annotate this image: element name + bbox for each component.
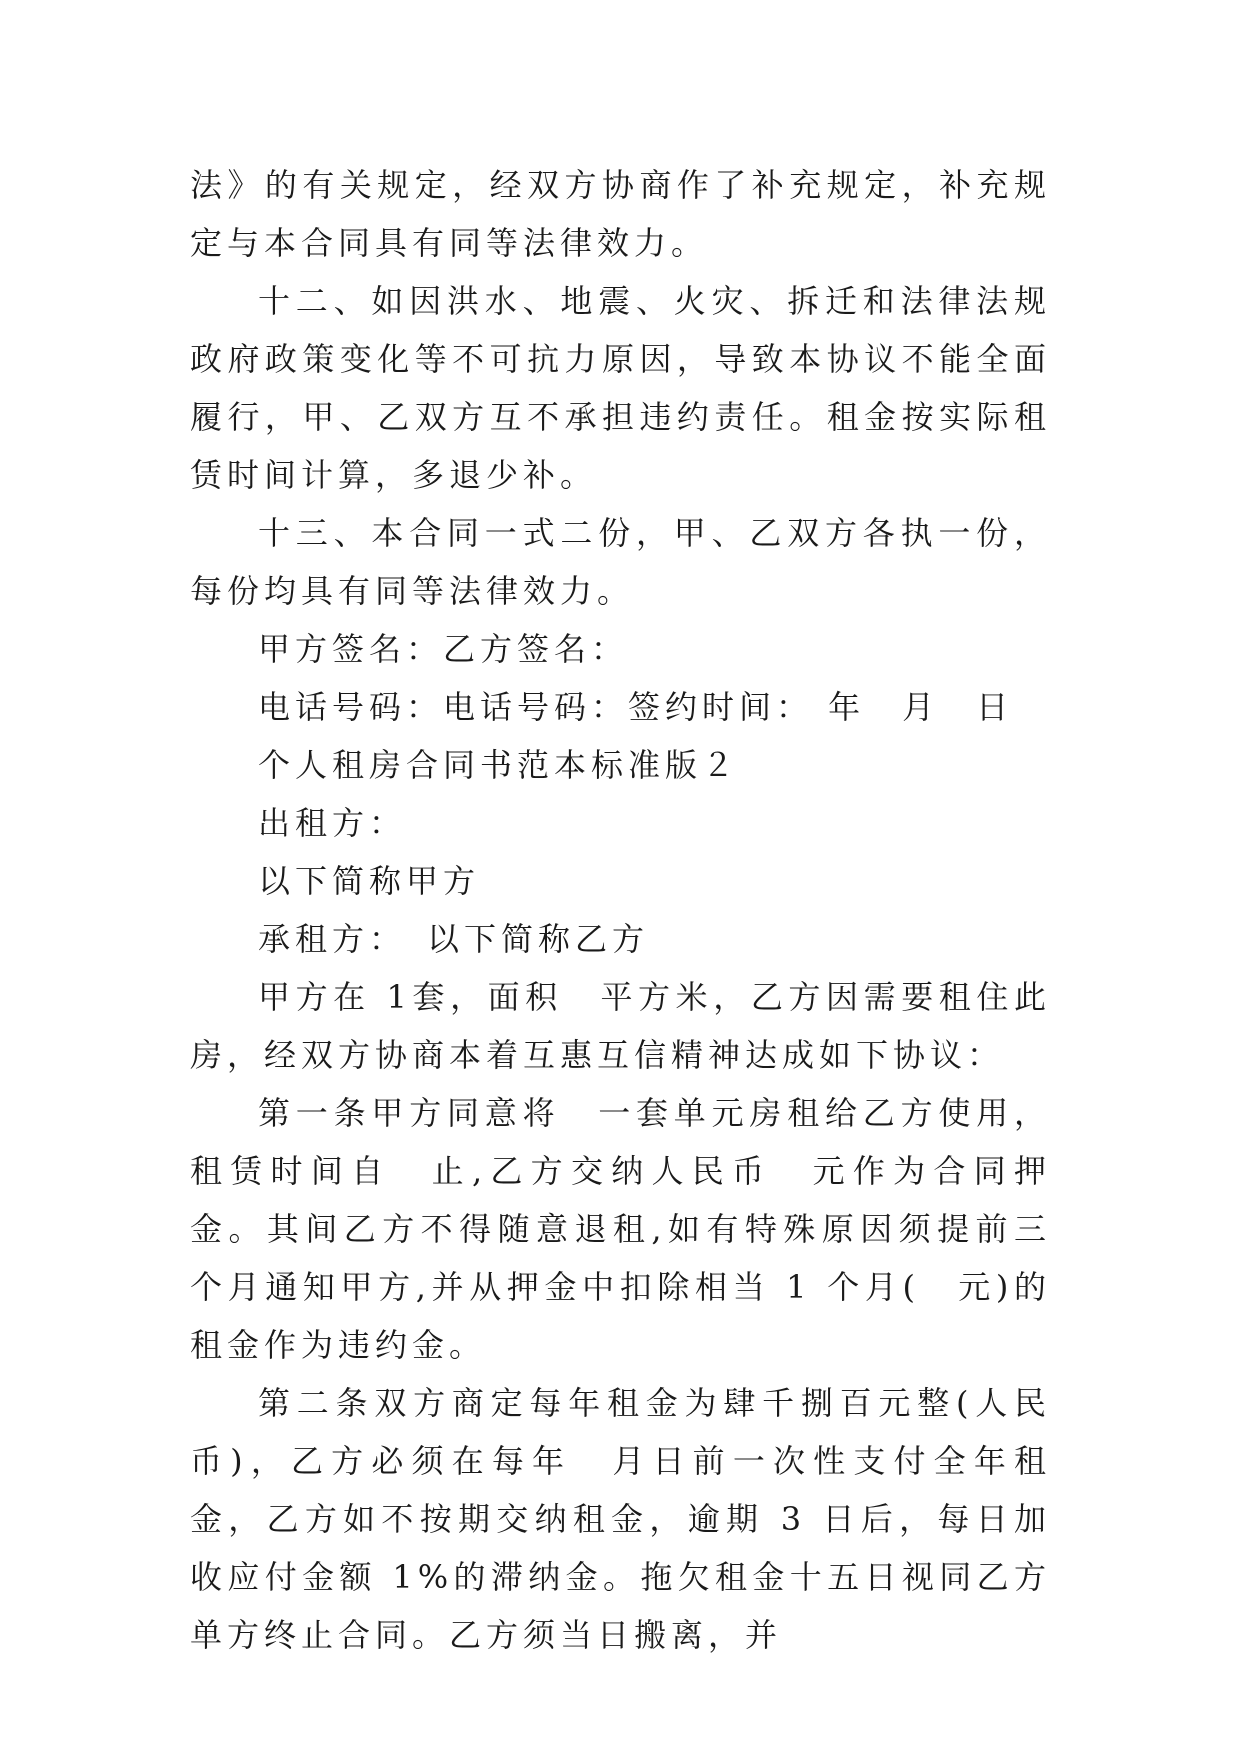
paragraph-intro: 甲方在 1套，面积 平方米，乙方因需要租住此房，经双方协商本着互惠互信精神达成如下协议： bbox=[190, 978, 1051, 1074]
lessor-line: 出租方： bbox=[258, 804, 407, 842]
lessee-line: 承租方： 以下简称乙方 bbox=[258, 920, 650, 958]
document-body bbox=[190, 156, 1051, 1664]
paragraph-article-1: 第一条甲方同意将 一套单元房租给乙方使用，租赁时间自 止,乙方交纳人民币 元作为合同押金。其间乙方不得随意退租,如有特殊原因须提前三个月通知甲方,并从押金中扣除相当 1 个月( 元)的租金作为违约金。 bbox=[190, 1094, 1051, 1364]
paragraph-clause-13: 十三、本合同一式二份，甲、乙双方各执一份，每份均具有同等法律效力。 bbox=[190, 514, 1051, 610]
lessor-alias-line: 以下简称甲方 bbox=[258, 862, 481, 900]
phone-date-line: 电话号码：电话号码：签约时间： 年 月 日 bbox=[258, 688, 1014, 726]
paragraph-supplement-continuation: 法》的有关规定，经双方协商作了补充规定，补充规定与本合同具有同等法律效力。 bbox=[190, 166, 1051, 262]
signature-line: 甲方签名：乙方签名： bbox=[258, 630, 629, 668]
paragraph-article-2: 第二条双方商定每年租金为肆千捌百元整(人民币)，乙方必须在每年 月日前一次性支付全年租金，乙方如不按期交纳租金，逾期 3 日后，每日加收应付金额 1%的滞纳金。拖欠租金十五日视同乙方单方终止合同。乙方须当日搬离，并 bbox=[190, 1384, 1051, 1654]
paragraph-clause-12: 十二、如因洪水、地震、火灾、拆迁和法律法规政府政策变化等不可抗力原因，导致本协议不能全面履行，甲、乙双方互不承担违约责任。租金按实际租赁时间计算，多退少补。 bbox=[190, 282, 1051, 494]
contract-title-2: 个人租房合同书范本标准版２ bbox=[258, 746, 740, 784]
